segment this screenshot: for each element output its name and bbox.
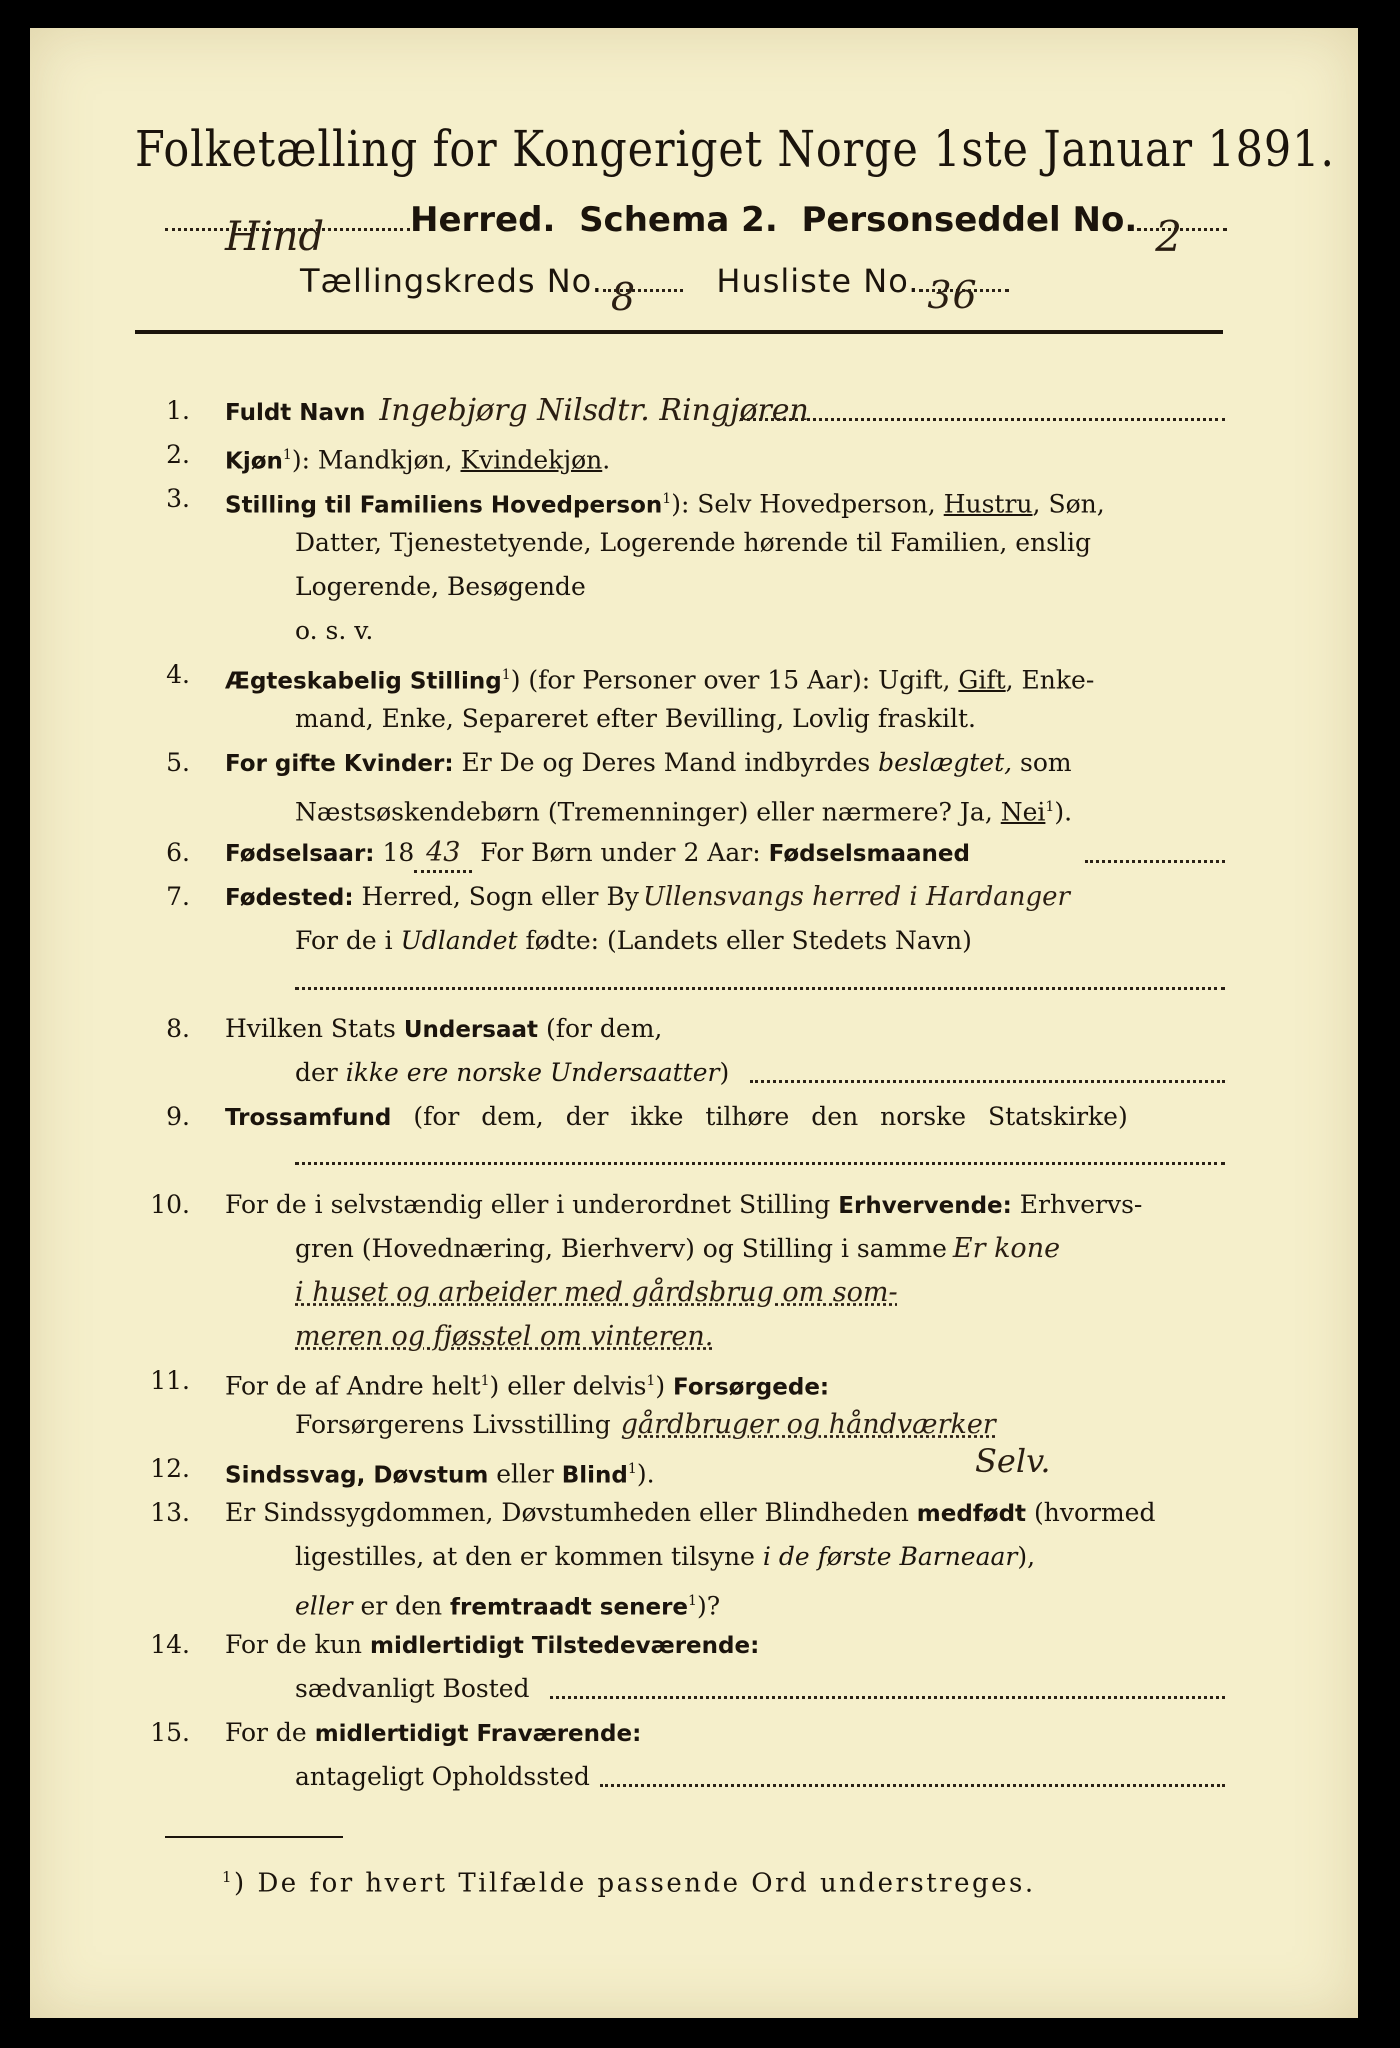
question-text: antageligt Opholdssted xyxy=(295,1762,590,1791)
question-text: , Enke- xyxy=(1005,665,1095,695)
question-text: mand, Enke, Separeret efter Bevilling, Lovlig fraskilt. xyxy=(295,704,976,733)
footnote-text: ) De for hvert Tilfælde passende Ord understreges. xyxy=(234,1868,1036,1899)
personseddel-label: Personseddel No. xyxy=(801,200,1138,240)
herred-line xyxy=(165,200,1227,261)
question-label: Kjøn xyxy=(225,448,283,475)
question-text: ). xyxy=(636,1459,655,1489)
question-text: Er Sindssygdommen, Døvstumheden eller Blindheden xyxy=(225,1498,917,1527)
underlined-option: Hustru xyxy=(943,489,1033,519)
question-text: )? xyxy=(696,1591,721,1621)
question-text: ) (for Personer over 15 Aar): Ugift, xyxy=(510,665,959,695)
schema-label: Schema 2. xyxy=(579,200,778,240)
question-text: Herred, Sogn eller By xyxy=(353,882,639,911)
question-number: 15. xyxy=(150,1718,190,1747)
question-number: 6. xyxy=(166,838,190,867)
question-number: 5. xyxy=(166,748,190,777)
question-text: fødte: (Landets eller Stedets Navn) xyxy=(517,926,972,955)
question-text: (for dem, xyxy=(538,1014,663,1043)
answer-line xyxy=(295,1162,1225,1165)
question-label: Forsørgede: xyxy=(673,1374,830,1401)
question-text: o. s. v. xyxy=(295,616,374,645)
question-text: Hvilken Stats xyxy=(225,1014,404,1043)
question-text: (hvormed xyxy=(1026,1498,1156,1527)
question-text: som xyxy=(1012,748,1072,777)
footnote-ref: 1 xyxy=(222,1868,235,1886)
answer-line xyxy=(740,418,1225,421)
footnote-ref: 1 xyxy=(646,1373,656,1389)
occupation-answer: meren og fjøsstel om vinteren. xyxy=(295,1321,714,1352)
question-label: medfødt xyxy=(916,1501,1027,1527)
question-text: (for dem, der ikke tilhøre den norske Statskirke) xyxy=(391,1102,1128,1131)
question-text: er den xyxy=(352,1591,451,1621)
personseddel-field xyxy=(1137,212,1227,261)
question-text: , Søn, xyxy=(1032,489,1105,519)
occupation-answer: i huset og arbeider med gårdsbrug om som- xyxy=(295,1277,898,1308)
question-text: For de kun xyxy=(225,1630,370,1659)
footnote-ref: 1 xyxy=(282,447,292,463)
footnote-ref: 1 xyxy=(627,1461,637,1477)
question-text: ), xyxy=(1017,1542,1036,1571)
footnote-ref: 1 xyxy=(501,667,511,683)
question-text: i de første Barneaar xyxy=(762,1542,1018,1571)
answer-line xyxy=(550,1696,1225,1699)
question-text: Forsørgerens Livsstilling xyxy=(295,1410,611,1439)
answer-line xyxy=(600,1784,1225,1787)
question-text: ) xyxy=(719,1058,730,1087)
birthplace-answer: Ullensvangs herred i Hardanger xyxy=(642,882,1070,912)
question-number: 13. xyxy=(150,1498,190,1527)
question-label: Blind xyxy=(561,1462,628,1489)
husliste-label: Husliste No. xyxy=(716,262,920,300)
footnote-divider xyxy=(165,1836,343,1838)
birth-year-answer: 43 xyxy=(414,836,472,873)
question-text: ) xyxy=(655,1371,674,1401)
question-text: ): Selv Hovedperson, xyxy=(671,489,944,519)
question-label: Undersaat xyxy=(403,1017,538,1043)
occupation-answer: Er kone xyxy=(952,1233,1061,1264)
herred-value: Hind xyxy=(225,214,325,260)
question-text: ): Mandkjøn, xyxy=(291,445,461,475)
taellingskreds-field xyxy=(603,275,683,319)
question-label: fremtraadt senere xyxy=(450,1594,689,1621)
answer-line xyxy=(750,1080,1225,1083)
question-label: Stilling til Familiens Hovedperson xyxy=(225,492,663,519)
underlined-option: Gift xyxy=(958,665,1006,695)
question-text: Logerende, Besøgende xyxy=(295,572,586,601)
question-text: For de i selvstændig eller i underordnet Stilling xyxy=(225,1190,839,1219)
question-text: ). xyxy=(1054,797,1073,827)
question-number: 4. xyxy=(166,660,190,689)
husliste-value: 36 xyxy=(927,273,978,317)
question-number: 10. xyxy=(150,1190,190,1219)
question-label: Fuldt Navn xyxy=(225,400,366,426)
question-text: ligestilles, at den er kommen tilsyne xyxy=(295,1542,763,1571)
question-text: gren (Hovednæring, Bierhverv) og Stilling i samme xyxy=(295,1234,947,1263)
question-label: Fødselsaar: xyxy=(225,841,375,867)
question-label: Ægteskabelig Stilling xyxy=(225,668,502,695)
taellingskreds-label: Tællingskreds No. xyxy=(300,262,603,300)
question-label: Trossamfund xyxy=(225,1105,392,1131)
personseddel-value: 2 xyxy=(1155,212,1182,261)
footnote-ref: 1 xyxy=(688,1593,697,1609)
disability-answer: Selv. xyxy=(975,1442,1051,1480)
question-number: 3. xyxy=(166,484,190,513)
question-text: Datter, Tjenestetyende, Logerende hørende til Familien, enslig xyxy=(295,528,1092,557)
question-text: . xyxy=(602,445,611,475)
question-text: Næstsøskendebørn (Tremenninger) eller nærmere? Ja, xyxy=(295,797,1001,827)
header-divider xyxy=(135,330,1223,334)
underlined-option: Kvindekjøn xyxy=(460,445,603,475)
question-text: Er De og Deres Mand indbyrdes xyxy=(453,748,879,777)
question-number: 7. xyxy=(166,882,190,911)
answer-line xyxy=(295,987,1225,990)
footnote-ref: 1 xyxy=(1045,799,1055,815)
question-text: beslægtet, xyxy=(878,748,1013,777)
question-text: Udlandet xyxy=(400,926,518,955)
full-name-answer: Ingebjørg Nilsdtr. Ringjøren xyxy=(379,393,809,428)
taellingskreds-value: 8 xyxy=(610,275,637,319)
question-label: For gifte Kvinder: xyxy=(225,751,454,777)
question-text: 18 xyxy=(374,838,415,867)
footnote xyxy=(222,1868,1036,1899)
question-number: 2. xyxy=(166,440,190,469)
question-text: For de i xyxy=(295,926,401,955)
provider-answer: gårdbruger og håndværker xyxy=(620,1409,996,1440)
question-label: midlertidigt Fraværende: xyxy=(314,1721,642,1747)
footnote-ref: 1 xyxy=(480,1373,490,1389)
question-text: For de af Andre helt xyxy=(225,1371,481,1401)
question-text: eller xyxy=(295,1591,353,1621)
husliste-field xyxy=(919,273,1009,317)
question-text: ) eller delvis xyxy=(489,1371,647,1401)
question-text: For de xyxy=(225,1718,315,1747)
herred-field xyxy=(165,214,410,260)
form-title: Folketælling for Kongeriget Norge 1ste Januar 1891. xyxy=(135,120,1335,178)
underlined-option: Nei xyxy=(1000,797,1046,827)
question-text: eller xyxy=(488,1459,562,1489)
question-number: 9. xyxy=(166,1102,190,1131)
question-text: sædvanligt Bosted xyxy=(295,1674,530,1703)
question-number: 11. xyxy=(150,1366,190,1395)
question-text: Erhvervs- xyxy=(1011,1190,1143,1219)
question-label: Sindssvag, Døvstum xyxy=(225,1462,489,1489)
question-text: der xyxy=(295,1058,346,1087)
question-label: midlertidigt Tilstedeværende: xyxy=(369,1633,760,1659)
question-text: For Børn under 2 Aar: xyxy=(472,838,769,867)
question-number: 14. xyxy=(150,1630,190,1659)
question-label: Fødested: xyxy=(225,885,354,911)
answer-line xyxy=(1085,860,1225,863)
question-text: ikke ere norske Undersaatter xyxy=(345,1058,720,1087)
herred-label: Herred. xyxy=(410,200,556,240)
question-label: Erhvervende: xyxy=(838,1193,1012,1219)
question-number: 8. xyxy=(166,1014,190,1043)
taellingskreds-line xyxy=(300,262,1009,319)
question-number: 1. xyxy=(166,396,190,425)
question-label: Fødselsmaaned xyxy=(768,841,970,867)
question-number: 12. xyxy=(150,1454,190,1483)
footnote-ref: 1 xyxy=(662,491,672,507)
